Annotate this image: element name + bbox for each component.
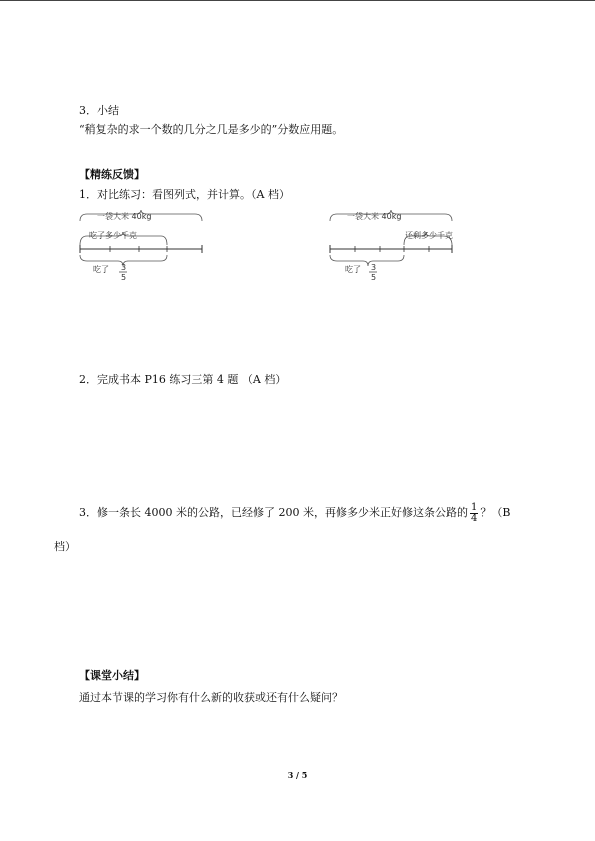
diagram-right-top-label: 一袋大米 40kg (347, 212, 402, 221)
question-1: 1．对比练习：看图列式，并计算。（A 档） (79, 188, 290, 201)
summary-heading: 3．小结 (79, 104, 119, 117)
class-summary-heading: 【课堂小结】 (79, 669, 145, 682)
diagram-left-frac-num: 3 (121, 263, 127, 272)
diagram-right-bottom-label: 吃了 (345, 265, 361, 274)
question-3-after: ？（B (480, 506, 511, 519)
question-2: 2．完成书本 P16 练习三第 4 题 （A 档） (79, 373, 287, 386)
diagram-left-mid-label: 吃了多少千克 (89, 231, 137, 240)
practice-heading: 【精练反馈】 (79, 168, 145, 181)
question-3-wrap: 档） (54, 540, 76, 553)
page-number: 3 / 5 (287, 770, 308, 780)
diagram-right-mid-label: 还剩多少千克 (405, 231, 453, 240)
summary-text: “稍复杂的求一个数的几分之几是多少的”分数应用题。 (79, 123, 344, 136)
page-top-border (0, 0, 595, 1)
fraction-denominator: 4 (470, 512, 478, 524)
diagram-right-frac-den: 5 (371, 273, 377, 282)
question-3-fraction (470, 503, 478, 524)
diagram-left-bottom-label: 吃了 (93, 265, 109, 274)
diagram-left (75, 208, 210, 284)
fraction-numerator: 1 (470, 501, 478, 513)
question-3-text: 3．修一条长 4000 米的公路，已经修了 200 米，再修多少米正好修这条公路的 (79, 506, 468, 519)
class-summary-text: 通过本节课的学习你有什么新的收获或还有什么疑问？ (79, 691, 343, 704)
part-brace-bottom (330, 255, 404, 266)
diagram-right-frac-num: 3 (371, 263, 377, 272)
diagram-left-top-label: 一袋大米 40kg (97, 212, 152, 221)
diagram-right (325, 208, 460, 284)
diagram-left-frac-den: 5 (121, 273, 127, 282)
question-3 (79, 502, 510, 524)
